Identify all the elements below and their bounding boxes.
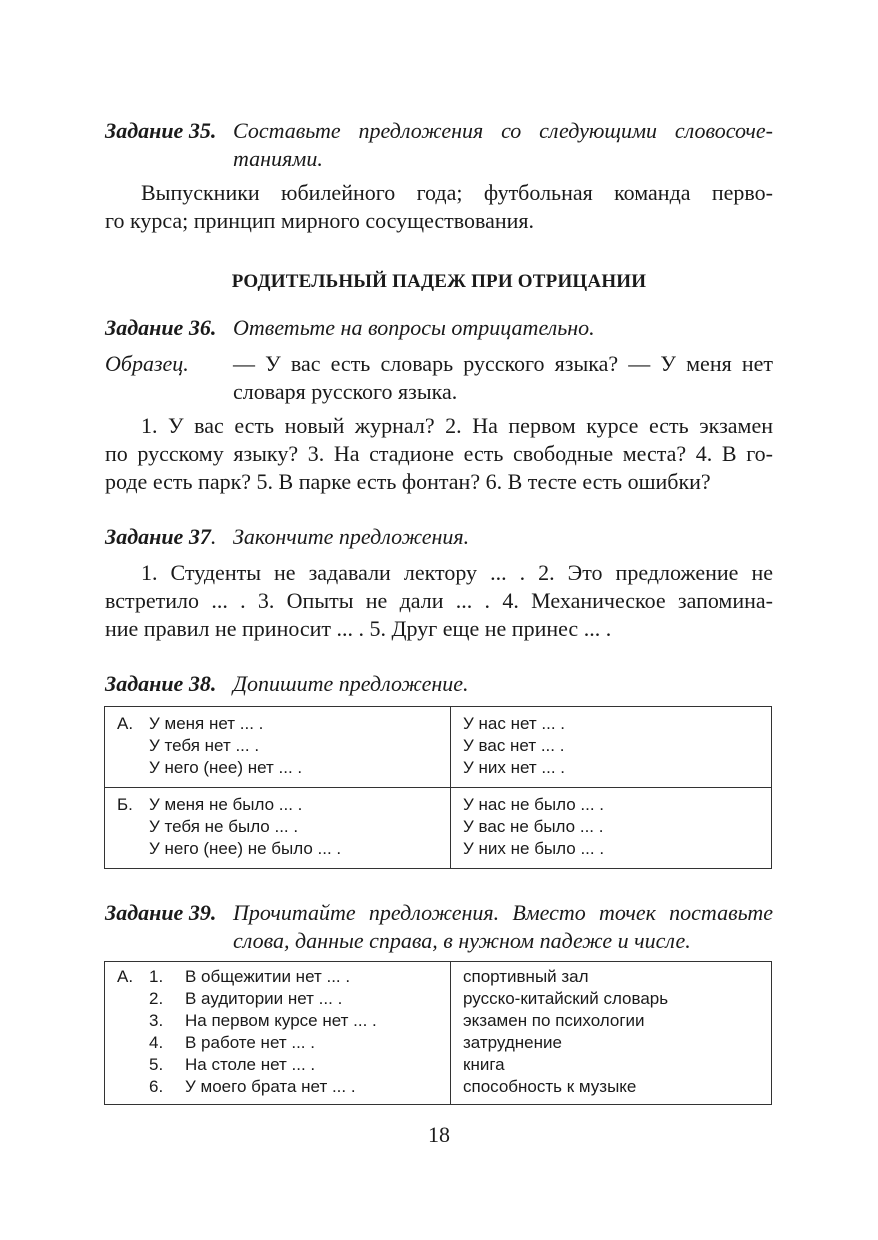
- task38-a-right-3: У них нет ... .: [463, 758, 566, 777]
- task36-label-text: Задание 36.: [105, 315, 217, 340]
- task38-a-left-1: У меня нет ... .: [149, 714, 264, 733]
- task38-row-a: [105, 707, 772, 788]
- task38-label-text: Задание 38.: [105, 671, 217, 696]
- task38-b-left-1: У меня не было ... .: [149, 795, 303, 814]
- task39-instruction-line1: Прочитайте предложения. Вместо точек поставьте: [233, 900, 773, 925]
- task38-a-right-2: У вас нет ... .: [463, 736, 565, 755]
- task36-body-line3: роде есть парк? 5. В парке есть фонтан? 6. В тесте есть ошибки?: [105, 469, 711, 494]
- task39-label: [105, 899, 216, 927]
- task39-cell-left: [105, 962, 451, 1105]
- task39-cell-right: [451, 962, 772, 1105]
- task38-marker-b: Б.: [117, 795, 133, 814]
- task35-body: [105, 179, 773, 235]
- task38-b-left-3: У него (нее) не было ... .: [149, 839, 342, 858]
- section-heading: РОДИТЕЛЬНЫЙ ПАДЕЖ ПРИ ОТРИЦАНИИ: [231, 271, 647, 292]
- task38-b-right-1: У нас не было ... .: [463, 795, 605, 814]
- task36-sample-line2: словаря русского языка.: [233, 379, 458, 404]
- task37-body-line3: ние правил не приносит ... . 5. Друг еще не принес ... .: [105, 616, 612, 641]
- task39-num-5: 5.: [149, 1055, 164, 1074]
- page-number: 18: [428, 1122, 450, 1147]
- task38-b-right-2: У вас не было ... .: [463, 817, 604, 836]
- task39-marker: А.: [117, 967, 134, 986]
- task38-a-right-1: У нас нет ... .: [463, 714, 565, 733]
- task38-row-b: [105, 788, 772, 869]
- task39-instruction: [233, 899, 773, 955]
- task38-b-right-3: У них не было ... .: [463, 839, 605, 858]
- task38-cell-a-right: [451, 707, 772, 788]
- task38-table: [104, 706, 772, 869]
- task39-num-4: 4.: [149, 1033, 164, 1052]
- task39-num-2: 2.: [149, 989, 164, 1008]
- task38-marker-a: А.: [117, 714, 134, 733]
- task39-instruction-line2: слова, данные справа, в нужном падеже и числе.: [233, 928, 691, 953]
- task37-body-line1: 1. Студенты не задавали лектору ... . 2. Это предложение не: [141, 560, 773, 585]
- task39-right-3: экзамен по психологии: [463, 1011, 645, 1030]
- task36-body-line2: по русскому языку? 3. На стадионе есть свободные места? 4. В го-: [105, 441, 773, 466]
- task36-sample-line1: — У вас есть словарь русского языка? — У меня нет: [233, 351, 773, 376]
- task36-body-line1: 1. У вас есть новый журнал? 2. На первом курсе есть экзамен: [141, 413, 773, 438]
- task39-num-6: 6.: [149, 1077, 164, 1096]
- task38-a-left-2: У тебя нет ... .: [149, 736, 260, 755]
- task39-label-text: Задание 39.: [105, 900, 217, 925]
- task37-label: [105, 523, 216, 551]
- task39-left-3: На первом курсе нет ... .: [185, 1011, 377, 1030]
- task38-cell-a-left: [105, 707, 451, 788]
- task39-left-5: На столе нет ... .: [185, 1055, 316, 1074]
- task37-body-line2: встретило ... . 3. Опыты не дали ... . 4. Механическое запомина-: [105, 588, 773, 613]
- task39-num-3: 3.: [149, 1011, 164, 1030]
- task35-label: Задание 35.: [105, 118, 217, 143]
- task39-table: [104, 961, 772, 1105]
- task38-label: [105, 670, 216, 698]
- task35-instruction: [233, 117, 773, 173]
- task36-sample: [233, 350, 773, 406]
- task38-b-left-2: У тебя не было ... .: [149, 817, 299, 836]
- task37-label-text: Задание 37: [105, 524, 211, 549]
- task36-instruction: Ответьте на вопросы отрицательно.: [233, 315, 595, 340]
- task39-left-1: В общежитии нет ... .: [185, 967, 351, 986]
- task36-label: [105, 314, 216, 342]
- task39-num-1: 1.: [149, 967, 164, 986]
- task39-right-1: спортивный зал: [463, 967, 589, 986]
- task37-instruction: Закончите предложения.: [233, 524, 470, 549]
- task39-right-4: затруднение: [463, 1033, 562, 1052]
- task36-body: [105, 412, 773, 496]
- task39-right-5: книга: [463, 1055, 505, 1074]
- task39-left-4: В работе нет ... .: [185, 1033, 315, 1052]
- task38-instruction: Допишите предложение.: [233, 671, 469, 696]
- task38-cell-b-left: [105, 788, 451, 869]
- task37-label-dot: .: [210, 524, 217, 549]
- task35-body-line1: Выпускники юбилейного года; футбольная команда перво-: [141, 180, 773, 205]
- task38-cell-b-right: [451, 788, 772, 869]
- task39-left-2: В аудитории нет ... .: [185, 989, 343, 1008]
- task37-body: [105, 559, 773, 643]
- task35-instruction-line1: Составьте предложения со следующими словосоче-: [233, 118, 773, 143]
- task39-right-2: русско-китайский словарь: [463, 989, 669, 1008]
- task39-right-6: способность к музыке: [463, 1077, 637, 1096]
- task35-body-line2: го курса; принцип мирного сосуществования.: [105, 208, 535, 233]
- task38-a-left-3: У него (нее) нет ... .: [149, 758, 303, 777]
- task39-left-6: У моего брата нет ... .: [185, 1077, 356, 1096]
- task39-row: [105, 962, 772, 1105]
- task36-sample-label: Образец.: [105, 351, 189, 376]
- task35-instruction-line2: таниями.: [233, 146, 323, 171]
